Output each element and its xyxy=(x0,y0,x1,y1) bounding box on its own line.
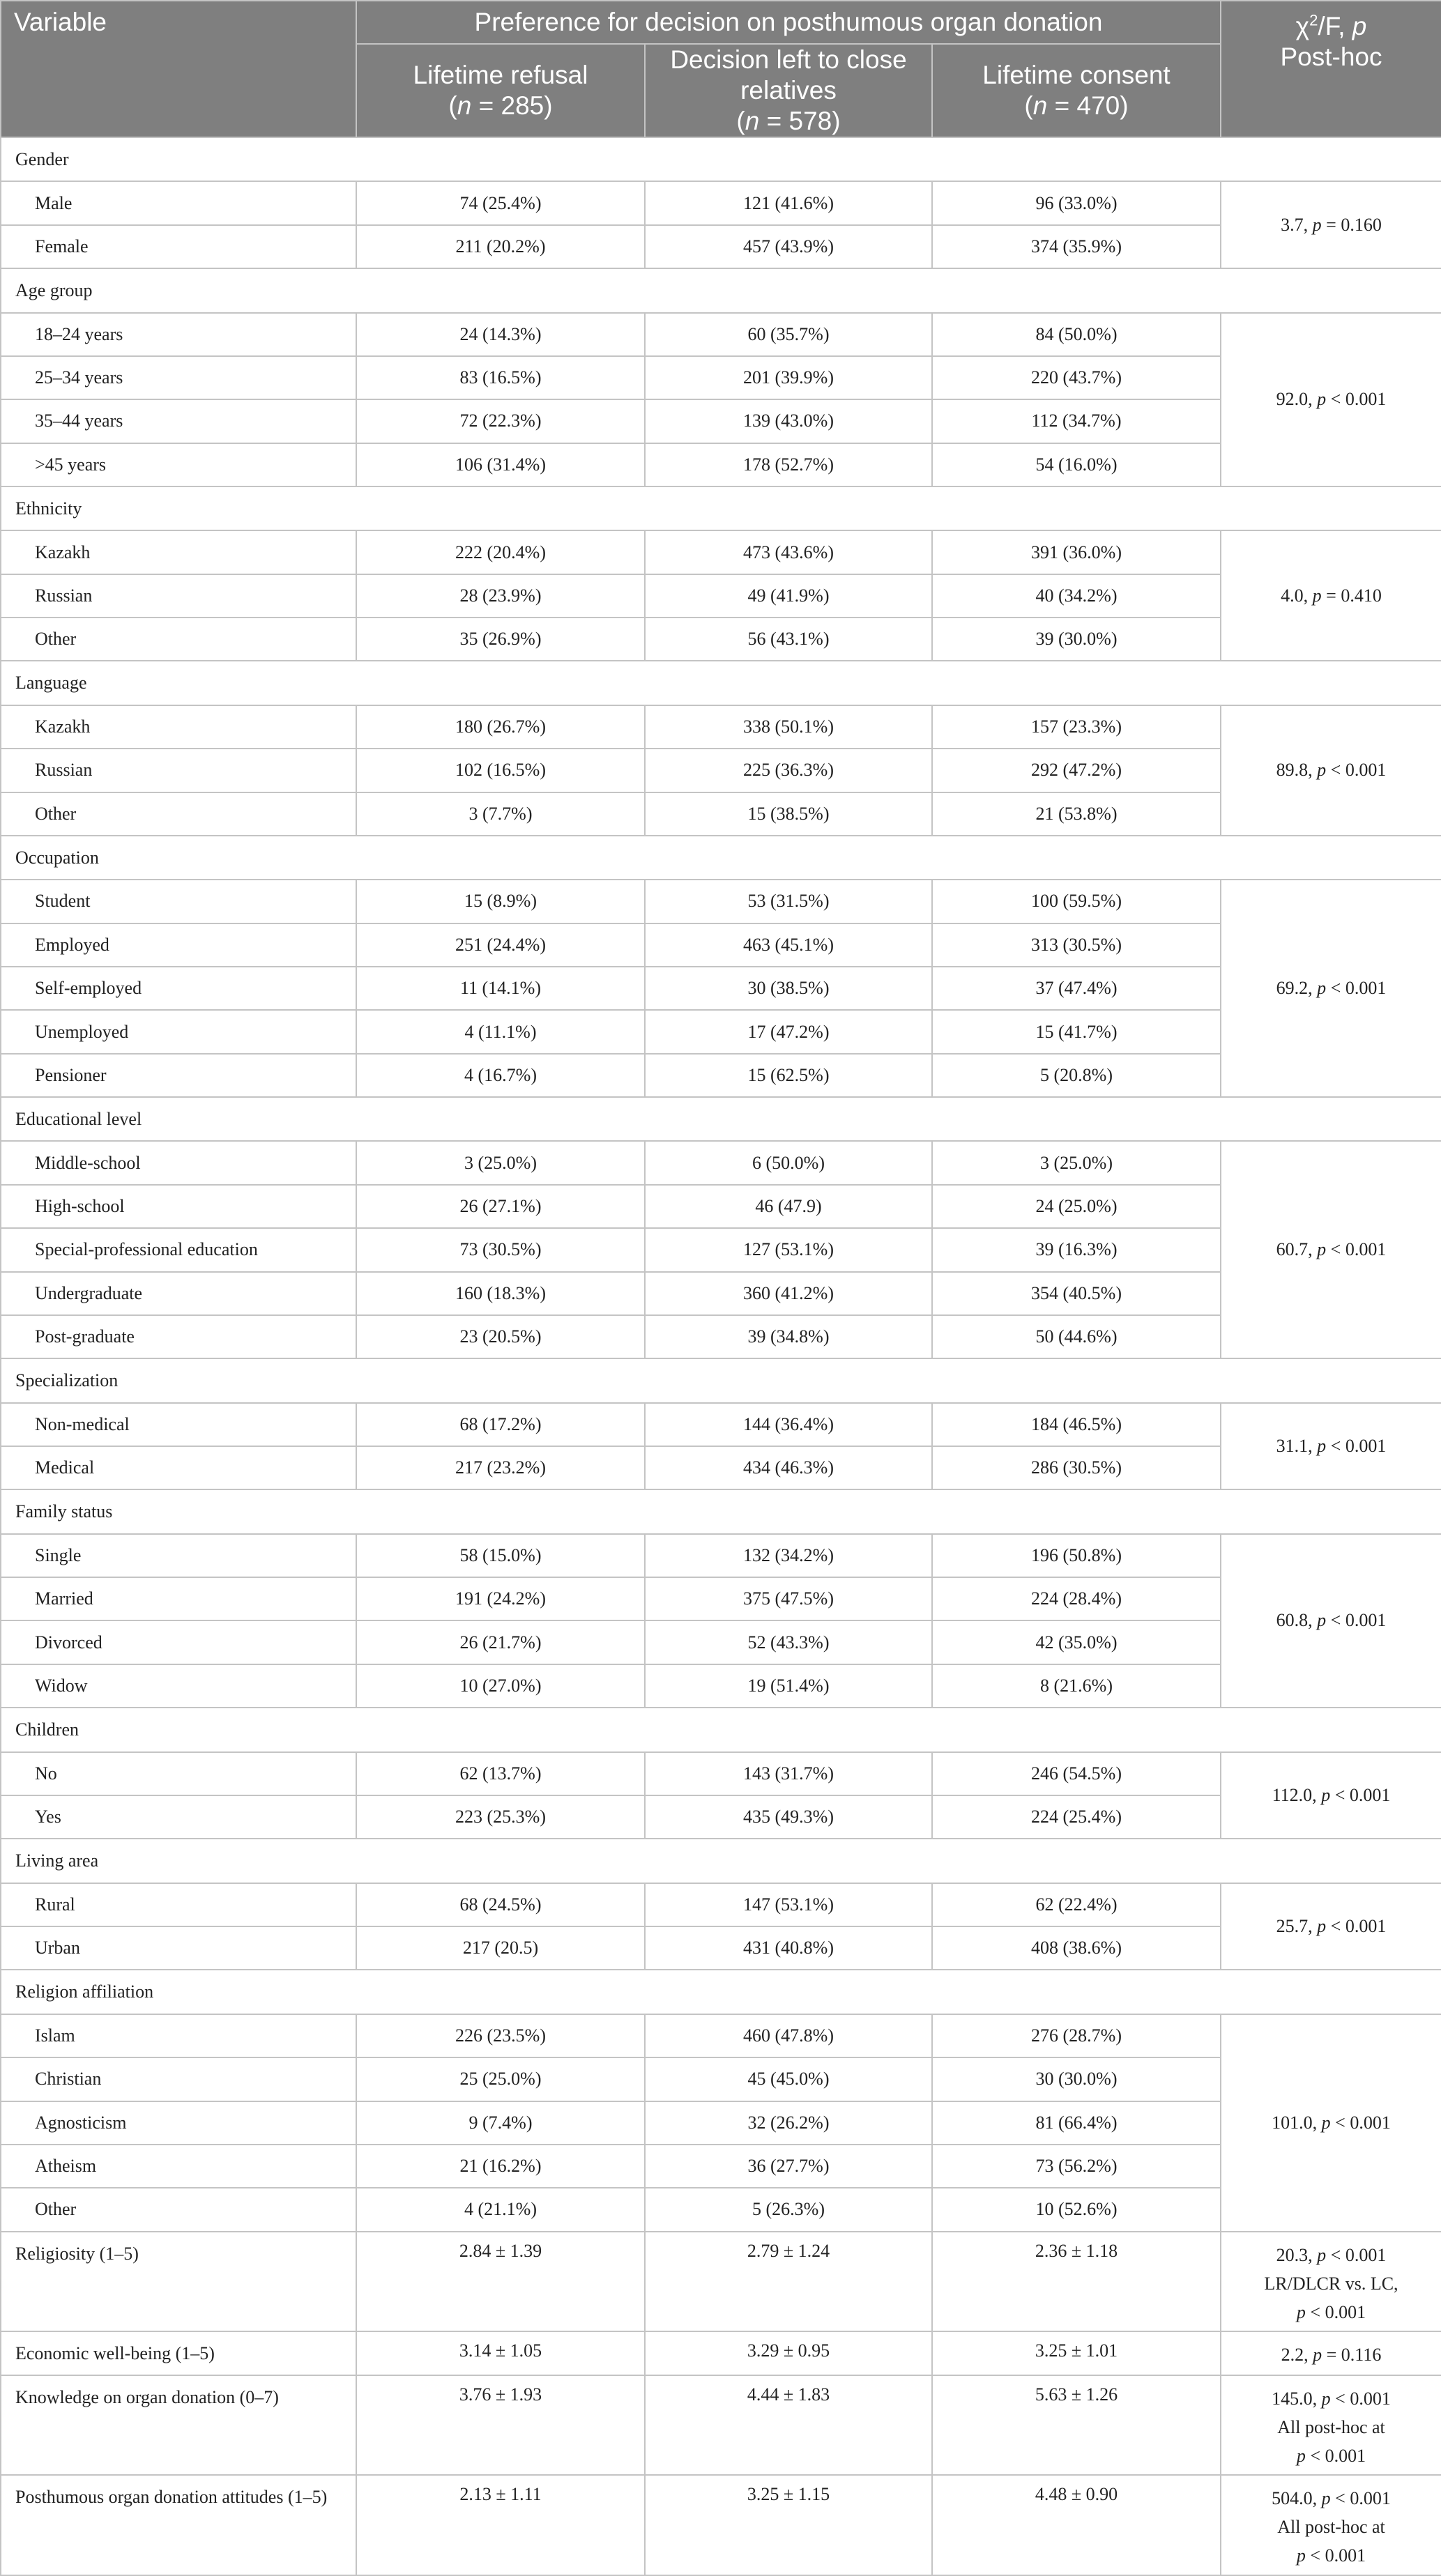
cell-value: 21 (53.8%) xyxy=(932,792,1221,836)
cell-value: 434 (46.3%) xyxy=(645,1446,932,1489)
cell-value: 435 (49.3%) xyxy=(645,1795,932,1839)
table-row xyxy=(1,1883,1441,1926)
row-label: Pensioner xyxy=(1,1054,356,1097)
cell-value: 286 (30.5%) xyxy=(932,1446,1221,1489)
cell-value: 5.63 ± 1.26 xyxy=(932,2375,1221,2475)
cell-value: 3.25 ± 1.15 xyxy=(645,2475,932,2575)
row-label: Divorced xyxy=(1,1620,356,1664)
row-label: Kazakh xyxy=(1,705,356,749)
group-n: (n = 578) xyxy=(736,107,841,135)
continuous-row xyxy=(1,2475,1441,2575)
row-label: >45 years xyxy=(1,443,356,486)
row-label: Self-employed xyxy=(1,967,356,1010)
cell-value: 2.79 ± 1.24 xyxy=(645,2232,932,2331)
header-group-decision-left xyxy=(645,44,932,137)
row-label: Rural xyxy=(1,1883,356,1926)
group-label: Lifetime consent xyxy=(982,61,1171,89)
cell-value: 52 (43.3%) xyxy=(645,1620,932,1664)
cell-value: 62 (13.7%) xyxy=(356,1752,645,1795)
stat-cell: 3.7, p = 0.160 xyxy=(1221,181,1441,268)
cell-value: 4 (21.1%) xyxy=(356,2188,645,2231)
cell-value: 73 (30.5%) xyxy=(356,1228,645,1271)
cell-value: 4 (16.7%) xyxy=(356,1054,645,1097)
row-label: Agnosticism xyxy=(1,2101,356,2145)
cell-value: 201 (39.9%) xyxy=(645,356,932,399)
cell-value: 24 (25.0%) xyxy=(932,1185,1221,1228)
category-row xyxy=(1,1708,1441,1751)
row-label: Posthumous organ donation attitudes (1–5) xyxy=(1,2475,356,2575)
category-title: Family status xyxy=(1,1489,1441,1533)
cell-value: 222 (20.4%) xyxy=(356,530,645,574)
cell-value: 96 (33.0%) xyxy=(932,181,1221,224)
stat-cell xyxy=(1221,2475,1441,2575)
cell-value: 23 (20.5%) xyxy=(356,1315,645,1358)
row-label: 25–34 years xyxy=(1,356,356,399)
cell-value: 246 (54.5%) xyxy=(932,1752,1221,1795)
row-label: Islam xyxy=(1,2014,356,2057)
stat-cell xyxy=(1221,2232,1441,2331)
row-label: Kazakh xyxy=(1,530,356,574)
cell-value: 9 (7.4%) xyxy=(356,2101,645,2145)
cell-value: 226 (23.5%) xyxy=(356,2014,645,2057)
cell-value: 191 (24.2%) xyxy=(356,1577,645,1620)
row-label: Urban xyxy=(1,1926,356,1970)
stat-cell xyxy=(1221,2331,1441,2375)
cell-value: 4.44 ± 1.83 xyxy=(645,2375,932,2475)
stat-cell: 89.8, p < 0.001 xyxy=(1221,705,1441,836)
row-label: Yes xyxy=(1,1795,356,1839)
row-label: Non-medical xyxy=(1,1403,356,1446)
stat-cell: 60.7, p < 0.001 xyxy=(1221,1141,1441,1358)
cell-value: 72 (22.3%) xyxy=(356,399,645,443)
posthoc-line: p < 0.001 xyxy=(1296,2301,1366,2322)
row-label: Middle-school xyxy=(1,1141,356,1184)
cell-value: 10 (52.6%) xyxy=(932,2188,1221,2231)
cell-value: 2.36 ± 1.18 xyxy=(932,2232,1221,2331)
stat-cell: 31.1, p < 0.001 xyxy=(1221,1403,1441,1490)
cell-value: 11 (14.1%) xyxy=(356,967,645,1010)
row-label: Post-graduate xyxy=(1,1315,356,1358)
row-label: Russian xyxy=(1,749,356,792)
cell-value: 35 (26.9%) xyxy=(356,618,645,661)
cell-value: 15 (8.9%) xyxy=(356,880,645,923)
stat-value: 20.3, p < 0.001 xyxy=(1276,2244,1387,2265)
cell-value: 100 (59.5%) xyxy=(932,880,1221,923)
cell-value: 39 (16.3%) xyxy=(932,1228,1221,1271)
row-label: No xyxy=(1,1752,356,1795)
cell-value: 21 (16.2%) xyxy=(356,2145,645,2188)
category-row xyxy=(1,661,1441,705)
row-label: Widow xyxy=(1,1664,356,1708)
cell-value: 6 (50.0%) xyxy=(645,1141,932,1184)
cell-value: 40 (34.2%) xyxy=(932,574,1221,618)
cell-value: 196 (50.8%) xyxy=(932,1534,1221,1577)
cell-value: 73 (56.2%) xyxy=(932,2145,1221,2188)
cell-value: 3 (25.0%) xyxy=(932,1141,1221,1184)
stat-cell xyxy=(1221,2375,1441,2475)
category-title: Gender xyxy=(1,137,1441,181)
cell-value: 81 (66.4%) xyxy=(932,2101,1221,2145)
posthoc-line: All post-hoc at xyxy=(1277,2417,1385,2438)
table-header xyxy=(1,1,1441,137)
cell-value: 68 (17.2%) xyxy=(356,1403,645,1446)
posthoc-line: All post-hoc at xyxy=(1277,2517,1385,2538)
cell-value: 338 (50.1%) xyxy=(645,705,932,749)
cell-value: 354 (40.5%) xyxy=(932,1272,1221,1315)
cell-value: 139 (43.0%) xyxy=(645,399,932,443)
header-statistic xyxy=(1221,1,1441,137)
cell-value: 83 (16.5%) xyxy=(356,356,645,399)
stat-value: 2.2, p = 0.116 xyxy=(1281,2344,1382,2365)
cell-value: 58 (15.0%) xyxy=(356,1534,645,1577)
stat-value: 145.0, p < 0.001 xyxy=(1272,2389,1391,2409)
cell-value: 45 (45.0%) xyxy=(645,2057,932,2101)
cell-value: 180 (26.7%) xyxy=(356,705,645,749)
cell-value: 42 (35.0%) xyxy=(932,1620,1221,1664)
cell-value: 217 (20.5) xyxy=(356,1926,645,1970)
group-n: (n = 470) xyxy=(1024,91,1129,120)
row-label: Medical xyxy=(1,1446,356,1489)
category-title: Living area xyxy=(1,1839,1441,1883)
cell-value: 224 (28.4%) xyxy=(932,1577,1221,1620)
cell-value: 251 (24.4%) xyxy=(356,923,645,967)
row-label: Atheism xyxy=(1,2145,356,2188)
header-stat-label: $\chi^2/F$, p xyxy=(1295,11,1367,40)
row-label: Employed xyxy=(1,923,356,967)
row-label: Knowledge on organ donation (0–7) xyxy=(1,2375,356,2475)
cell-value: 408 (38.6%) xyxy=(932,1926,1221,1970)
header-preference: Preference for decision on posthumous organ donation xyxy=(356,1,1221,44)
cell-value: 225 (36.3%) xyxy=(645,749,932,792)
cell-value: 2.13 ± 1.11 xyxy=(356,2475,645,2575)
cell-value: 463 (45.1%) xyxy=(645,923,932,967)
cell-value: 53 (31.5%) xyxy=(645,880,932,923)
header-group-lifetime-consent xyxy=(932,44,1221,137)
cell-value: 62 (22.4%) xyxy=(932,1883,1221,1926)
table-row xyxy=(1,530,1441,574)
cell-value: 26 (21.7%) xyxy=(356,1620,645,1664)
table-row xyxy=(1,1141,1441,1184)
stat-cell: 92.0, p < 0.001 xyxy=(1221,313,1441,486)
header-posthoc-label: Post-hoc xyxy=(1280,43,1382,71)
cell-value: 184 (46.5%) xyxy=(932,1403,1221,1446)
row-label: Special-professional education xyxy=(1,1228,356,1271)
cell-value: 30 (30.0%) xyxy=(932,2057,1221,2101)
cell-value: 313 (30.5%) xyxy=(932,923,1221,967)
row-label: Other xyxy=(1,618,356,661)
stat-cell: 60.8, p < 0.001 xyxy=(1221,1534,1441,1708)
cell-value: 49 (41.9%) xyxy=(645,574,932,618)
table-row xyxy=(1,705,1441,749)
posthoc-line: p < 0.001 xyxy=(1296,2545,1366,2566)
category-row xyxy=(1,486,1441,530)
cell-value: 143 (31.7%) xyxy=(645,1752,932,1795)
cell-value: 473 (43.6%) xyxy=(645,530,932,574)
category-title: Age group xyxy=(1,268,1441,312)
cell-value: 3.14 ± 1.05 xyxy=(356,2331,645,2375)
posthoc-line: LR/DLCR vs. LC, xyxy=(1264,2273,1398,2294)
table-row xyxy=(1,181,1441,224)
cell-value: 5 (26.3%) xyxy=(645,2188,932,2231)
row-label: 18–24 years xyxy=(1,313,356,356)
cell-value: 457 (43.9%) xyxy=(645,225,932,268)
continuous-row xyxy=(1,2331,1441,2375)
cell-value: 39 (30.0%) xyxy=(932,618,1221,661)
category-row xyxy=(1,268,1441,312)
group-label: Decision left to close relatives xyxy=(670,45,907,105)
cell-value: 127 (53.1%) xyxy=(645,1228,932,1271)
row-label: Female xyxy=(1,225,356,268)
row-label: Russian xyxy=(1,574,356,618)
cell-value: 276 (28.7%) xyxy=(932,2014,1221,2057)
header-group-lifetime-refusal xyxy=(356,44,645,137)
cell-value: 391 (36.0%) xyxy=(932,530,1221,574)
row-label: Economic well-being (1–5) xyxy=(1,2331,356,2375)
cell-value: 10 (27.0%) xyxy=(356,1664,645,1708)
cell-value: 74 (25.4%) xyxy=(356,181,645,224)
table-row xyxy=(1,1534,1441,1577)
cell-value: 112 (34.7%) xyxy=(932,399,1221,443)
category-row xyxy=(1,137,1441,181)
cell-value: 39 (34.8%) xyxy=(645,1315,932,1358)
row-label: Religiosity (1–5) xyxy=(1,2232,356,2331)
cell-value: 160 (18.3%) xyxy=(356,1272,645,1315)
category-row xyxy=(1,1839,1441,1883)
row-label: Other xyxy=(1,2188,356,2231)
cell-value: 4.48 ± 0.90 xyxy=(932,2475,1221,2575)
cell-value: 121 (41.6%) xyxy=(645,181,932,224)
category-title: Specialization xyxy=(1,1358,1441,1402)
cell-value: 460 (47.8%) xyxy=(645,2014,932,2057)
category-title: Educational level xyxy=(1,1097,1441,1141)
cell-value: 60 (35.7%) xyxy=(645,313,932,356)
cell-value: 3.29 ± 0.95 xyxy=(645,2331,932,2375)
cell-value: 36 (27.7%) xyxy=(645,2145,932,2188)
cell-value: 224 (25.4%) xyxy=(932,1795,1221,1839)
cell-value: 3 (25.0%) xyxy=(356,1141,645,1184)
cell-value: 157 (23.3%) xyxy=(932,705,1221,749)
cell-value: 144 (36.4%) xyxy=(645,1403,932,1446)
row-label: 35–44 years xyxy=(1,399,356,443)
table-row xyxy=(1,1752,1441,1795)
posthoc-line: p < 0.001 xyxy=(1296,2446,1366,2467)
cell-value: 211 (20.2%) xyxy=(356,225,645,268)
cell-value: 24 (14.3%) xyxy=(356,313,645,356)
stat-cell: 69.2, p < 0.001 xyxy=(1221,880,1441,1097)
row-label: Christian xyxy=(1,2057,356,2101)
table-row xyxy=(1,880,1441,923)
row-label: Undergraduate xyxy=(1,1272,356,1315)
category-row xyxy=(1,1358,1441,1402)
cell-value: 15 (41.7%) xyxy=(932,1010,1221,1053)
cell-value: 220 (43.7%) xyxy=(932,356,1221,399)
cell-value: 360 (41.2%) xyxy=(645,1272,932,1315)
cell-value: 147 (53.1%) xyxy=(645,1883,932,1926)
row-label: High-school xyxy=(1,1185,356,1228)
cell-value: 46 (47.9) xyxy=(645,1185,932,1228)
cell-value: 37 (47.4%) xyxy=(932,967,1221,1010)
row-label: Unemployed xyxy=(1,1010,356,1053)
row-label: Male xyxy=(1,181,356,224)
cell-value: 26 (27.1%) xyxy=(356,1185,645,1228)
cell-value: 25 (25.0%) xyxy=(356,2057,645,2101)
cell-value: 68 (24.5%) xyxy=(356,1883,645,1926)
group-label: Lifetime refusal xyxy=(413,61,588,89)
stat-cell: 25.7, p < 0.001 xyxy=(1221,1883,1441,1970)
cell-value: 106 (31.4%) xyxy=(356,443,645,486)
cell-value: 8 (21.6%) xyxy=(932,1664,1221,1708)
stat-value: 504.0, p < 0.001 xyxy=(1272,2488,1391,2509)
stat-cell: 4.0, p = 0.410 xyxy=(1221,530,1441,661)
row-label: Student xyxy=(1,880,356,923)
table-row xyxy=(1,2014,1441,2057)
cell-value: 217 (23.2%) xyxy=(356,1446,645,1489)
cell-value: 28 (23.9%) xyxy=(356,574,645,618)
cell-value: 54 (16.0%) xyxy=(932,443,1221,486)
category-title: Occupation xyxy=(1,836,1441,880)
category-title: Religion affiliation xyxy=(1,1970,1441,2014)
cell-value: 292 (47.2%) xyxy=(932,749,1221,792)
cell-value: 32 (26.2%) xyxy=(645,2101,932,2145)
table-row xyxy=(1,1403,1441,1446)
cell-value: 84 (50.0%) xyxy=(932,313,1221,356)
cell-value: 3.76 ± 1.93 xyxy=(356,2375,645,2475)
cell-value: 3 (7.7%) xyxy=(356,792,645,836)
cell-value: 102 (16.5%) xyxy=(356,749,645,792)
row-label: Single xyxy=(1,1534,356,1577)
cell-value: 15 (62.5%) xyxy=(645,1054,932,1097)
cell-value: 4 (11.1%) xyxy=(356,1010,645,1053)
category-row xyxy=(1,836,1441,880)
cell-value: 5 (20.8%) xyxy=(932,1054,1221,1097)
category-row xyxy=(1,1097,1441,1141)
cell-value: 19 (51.4%) xyxy=(645,1664,932,1708)
cell-value: 375 (47.5%) xyxy=(645,1577,932,1620)
cell-value: 17 (47.2%) xyxy=(645,1010,932,1053)
cell-value: 132 (34.2%) xyxy=(645,1534,932,1577)
category-row xyxy=(1,1489,1441,1533)
cell-value: 30 (38.5%) xyxy=(645,967,932,1010)
cell-value: 15 (38.5%) xyxy=(645,792,932,836)
cell-value: 2.84 ± 1.39 xyxy=(356,2232,645,2331)
cell-value: 374 (35.9%) xyxy=(932,225,1221,268)
header-variable: Variable xyxy=(1,1,356,137)
category-title: Language xyxy=(1,661,1441,705)
cell-value: 431 (40.8%) xyxy=(645,1926,932,1970)
row-label: Married xyxy=(1,1577,356,1620)
continuous-row xyxy=(1,2232,1441,2331)
stat-cell: 112.0, p < 0.001 xyxy=(1221,1752,1441,1839)
category-title: Children xyxy=(1,1708,1441,1751)
cell-value: 3.25 ± 1.01 xyxy=(932,2331,1221,2375)
continuous-row xyxy=(1,2375,1441,2475)
cell-value: 50 (44.6%) xyxy=(932,1315,1221,1358)
table-row xyxy=(1,313,1441,356)
table-body xyxy=(1,137,1441,2575)
category-row xyxy=(1,1970,1441,2014)
cell-value: 223 (25.3%) xyxy=(356,1795,645,1839)
row-label: Other xyxy=(1,792,356,836)
group-n: (n = 285) xyxy=(448,91,553,120)
cell-value: 178 (52.7%) xyxy=(645,443,932,486)
cell-value: 56 (43.1%) xyxy=(645,618,932,661)
stat-cell: 101.0, p < 0.001 xyxy=(1221,2014,1441,2232)
category-title: Ethnicity xyxy=(1,486,1441,530)
